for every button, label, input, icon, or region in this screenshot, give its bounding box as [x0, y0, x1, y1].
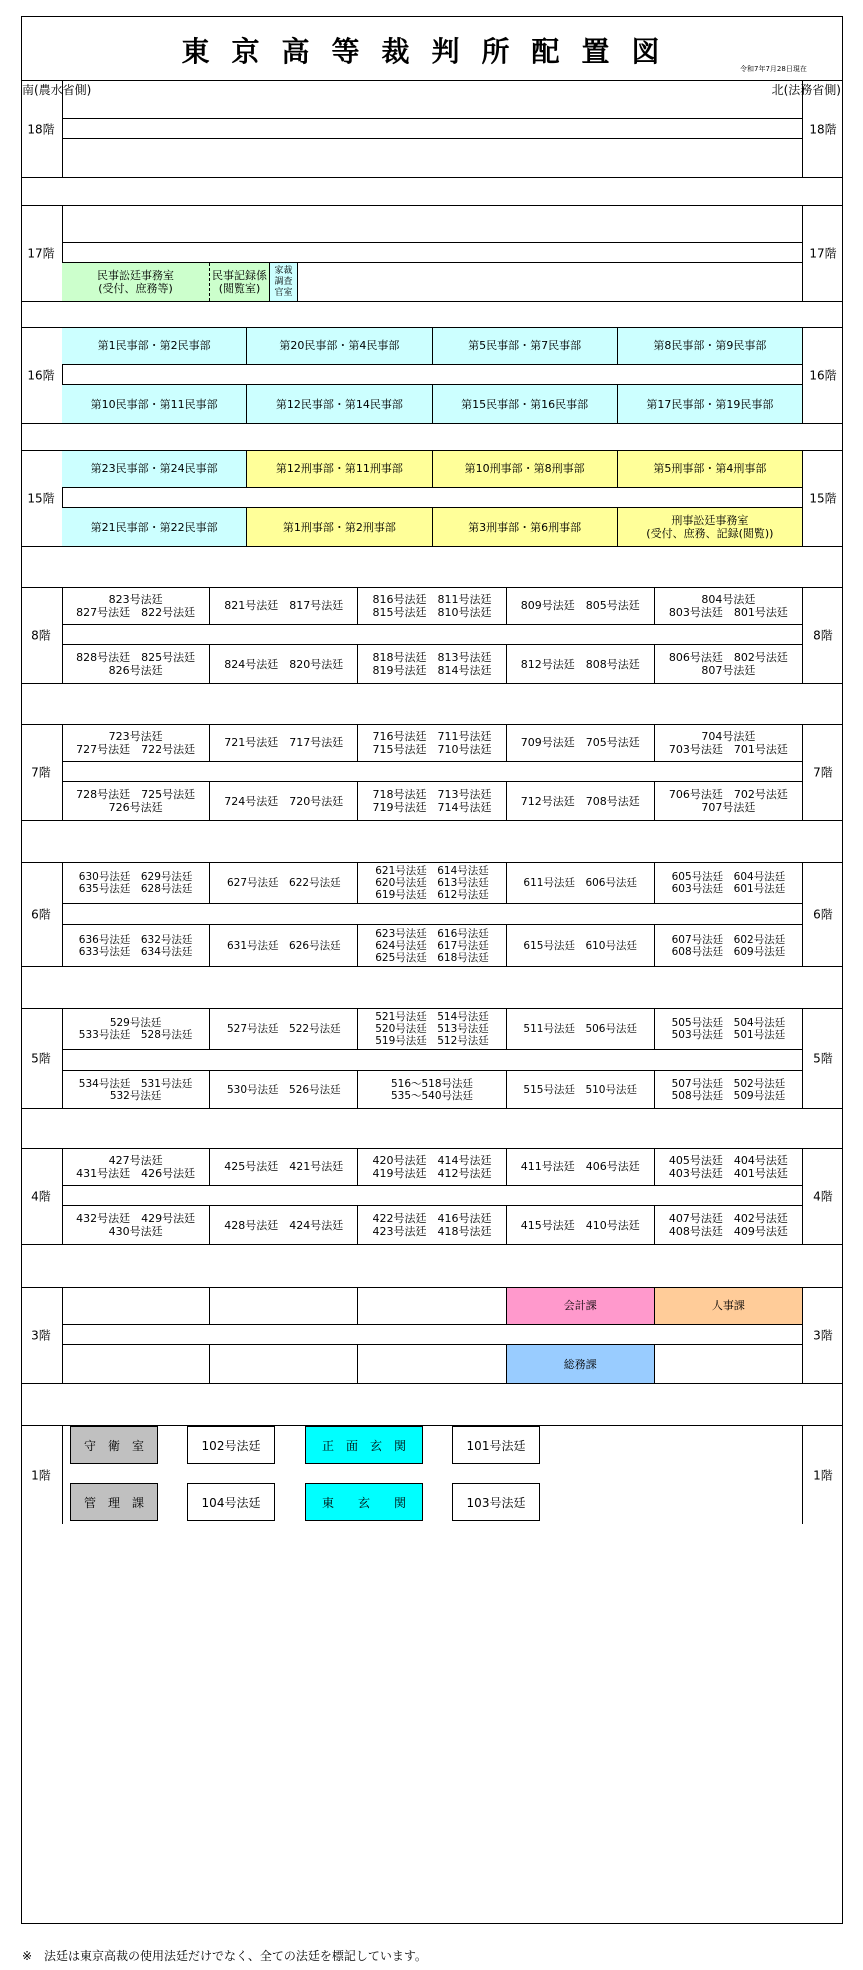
room-cell[interactable]: 607号法廷 602号法廷 608号法廷 609号法廷 [654, 925, 802, 966]
floor-separator [22, 1383, 842, 1384]
floor-label-left: 15階 [27, 491, 55, 506]
room-cell[interactable]: 第5民事部・第7民事部 [432, 327, 617, 364]
room-cell[interactable]: 家裁 調査 官室 [269, 263, 297, 301]
room-cell[interactable]: 415号法廷 410号法廷 [506, 1206, 654, 1244]
floor-label-left: 6階 [31, 907, 51, 922]
floor-separator [22, 724, 842, 725]
room-cell[interactable]: 427号法廷 431号法廷 426号法廷 [76, 1153, 196, 1180]
floor-separator [22, 862, 842, 863]
north-row [62, 862, 802, 904]
room-cell[interactable]: 第1民事部・第2民事部 [62, 327, 246, 364]
floor-5 [21, 1008, 843, 1108]
floor-label-right: 7階 [813, 765, 833, 780]
room-cell[interactable]: 721号法廷 717号法廷 [209, 724, 357, 761]
south-row [62, 781, 802, 820]
room-cell[interactable]: 706号法廷 702号法廷 707号法廷 [654, 782, 802, 820]
map-frame [21, 16, 843, 1924]
room-cell[interactable]: 821号法廷 817号法廷 [209, 587, 357, 624]
floor-separator [22, 587, 842, 588]
room-cell[interactable] [209, 1287, 357, 1324]
room-cell[interactable]: 第17民事部・第19民事部 [617, 385, 802, 423]
room-cell[interactable]: 723号法廷 727号法廷 722号法廷 [76, 729, 196, 756]
room-cell[interactable]: 刑事訟廷事務室 (受付、庶務、記録(閲覧)) [617, 508, 802, 546]
room-cell[interactable]: 630号法廷 629号法廷 635号法廷 628号法廷 [78, 870, 193, 895]
floor-divider-right [802, 1287, 803, 1383]
room-cell[interactable]: 804号法廷 803号法廷 801号法廷 [654, 587, 802, 624]
floor-label-right: 1階 [813, 1468, 833, 1482]
room-cell[interactable]: 824号法廷 820号法廷 [209, 645, 357, 683]
north-row [62, 450, 802, 488]
room-cell[interactable]: 第3刑事部・第6刑事部 [432, 508, 617, 546]
floor-separator [22, 546, 842, 547]
room-cell[interactable]: 民事訟廷事務室 (受付、庶務等) [62, 263, 209, 301]
room-cell[interactable]: 818号法廷 813号法廷 819号法廷 814号法廷 [357, 645, 505, 683]
courtroom-101[interactable]: 101号法廷 [452, 1426, 540, 1464]
floor-label-left: 16階 [27, 368, 55, 383]
floor-separator [22, 423, 842, 424]
room-cell[interactable]: 人事課 [654, 1287, 802, 1324]
room-cell[interactable]: 605号法廷 604号法廷 603号法廷 601号法廷 [654, 862, 802, 903]
floor-separator [22, 1244, 842, 1245]
south-row [62, 138, 802, 177]
room-cell[interactable]: 816号法廷 811号法廷 815号法廷 810号法廷 [357, 587, 505, 624]
room-cell[interactable]: 第12民事部・第14民事部 [246, 385, 431, 423]
floor-label-right: 15階 [809, 491, 837, 506]
page-title: 東京高等裁判所配置図 [181, 35, 682, 68]
south-row [62, 384, 802, 423]
south-row [62, 924, 802, 966]
room-cell[interactable]: 515号法廷 510号法廷 [506, 1071, 654, 1108]
floor-label-right: 4階 [813, 1189, 833, 1204]
floor-label-left: 18階 [27, 122, 55, 137]
room-cell[interactable]: 828号法廷 825号法廷 826号法廷 [76, 651, 196, 677]
room-cell[interactable]: 405号法廷 404号法廷 403号法廷 401号法廷 [654, 1148, 802, 1185]
floor-label-left: 5階 [31, 1051, 51, 1066]
floor-divider-right [802, 1008, 803, 1108]
room-cell[interactable]: 823号法廷 827号法廷 822号法廷 [76, 592, 196, 619]
south-row [62, 1205, 802, 1244]
courtroom-103[interactable]: 103号法廷 [452, 1483, 540, 1521]
room-cell[interactable] [297, 263, 650, 301]
floor-separator [22, 966, 842, 967]
floor-separator [22, 177, 842, 178]
room-cell[interactable]: 530号法廷 526号法廷 [209, 1071, 357, 1108]
floor-divider-right [802, 587, 803, 683]
floor-label-left: 1階 [31, 1468, 51, 1482]
room-cell[interactable]: 第23民事部・第24民事部 [62, 450, 246, 487]
floor-4 [21, 1148, 843, 1244]
floor-separator [22, 683, 842, 684]
floor-label-right: 5階 [813, 1051, 833, 1066]
floor-separator [22, 1008, 842, 1009]
room-cell[interactable]: 631号法廷 626号法廷 [209, 925, 357, 966]
floor-3 [21, 1287, 843, 1383]
south-row [62, 1070, 802, 1108]
north-label: 北(法務省側) [771, 83, 841, 97]
floor-16 [21, 327, 843, 423]
floor-label-left: 17階 [27, 246, 55, 261]
floor-separator [22, 450, 842, 451]
floor-6 [21, 862, 843, 966]
front-entrance[interactable]: 正 面 玄 関 [305, 1426, 423, 1464]
room-cell[interactable]: 第10民事部・第11民事部 [62, 385, 246, 423]
north-row [62, 81, 802, 119]
room-cell[interactable]: 420号法廷 414号法廷 419号法廷 412号法廷 [357, 1148, 505, 1185]
room-cell[interactable]: 712号法廷 708号法廷 [506, 782, 654, 820]
floor-separator [22, 327, 842, 328]
floor-label-left: 3階 [31, 1328, 51, 1343]
room-cell[interactable]: 621号法廷 614号法廷 620号法廷 613号法廷 619号法廷 612号法廷 [357, 862, 505, 903]
floor-separator [22, 301, 842, 302]
room-cell[interactable]: 704号法廷 703号法廷 701号法廷 [654, 724, 802, 761]
room-cell[interactable]: 432号法廷 429号法廷 430号法廷 [76, 1212, 196, 1238]
room-cell[interactable]: 529号法廷 533号法廷 528号法廷 [78, 1016, 193, 1041]
north-row [62, 724, 802, 762]
room-cell[interactable]: 第10刑事部・第8刑事部 [432, 450, 617, 487]
floor-label-right: 8階 [813, 628, 833, 643]
room-cell[interactable]: 第5刑事部・第4刑事部 [617, 450, 802, 487]
east-entrance[interactable]: 東 玄 関 [305, 1483, 423, 1521]
floor-divider-right [802, 1425, 803, 1524]
floor-separator [22, 1287, 842, 1288]
room-cell[interactable]: 718号法廷 713号法廷 719号法廷 714号法廷 [357, 782, 505, 820]
floor-separator [22, 820, 842, 821]
room-cell[interactable]: 806号法廷 802号法廷 807号法廷 [654, 645, 802, 683]
north-row [62, 587, 802, 625]
room-cell[interactable]: 516～518号法廷 535～540号法廷 [357, 1071, 505, 1108]
room-cell[interactable]: 総務課 [506, 1345, 654, 1383]
room-cell[interactable]: 428号法廷 424号法廷 [209, 1206, 357, 1244]
north-row [62, 327, 802, 365]
floor-divider-right [802, 1148, 803, 1244]
floor-label-left: 7階 [31, 765, 51, 780]
floor-label-right: 6階 [813, 907, 833, 922]
south-label: 南(農水省側) [22, 83, 92, 97]
room-cell[interactable] [654, 1345, 802, 1383]
floor-separator [22, 205, 842, 206]
south-row [62, 262, 802, 301]
room-cell[interactable]: 422号法廷 416号法廷 423号法廷 418号法廷 [357, 1206, 505, 1244]
floor-15 [21, 450, 843, 546]
floor-label-right: 3階 [813, 1328, 833, 1343]
room-cell[interactable]: 709号法廷 705号法廷 [506, 724, 654, 761]
room-cell[interactable] [62, 1345, 209, 1383]
south-row [62, 1344, 802, 1383]
room-cell[interactable]: 627号法廷 622号法廷 [209, 862, 357, 903]
floor-divider-right [802, 450, 803, 546]
floor-separator [22, 1425, 842, 1426]
floor-7 [21, 724, 843, 820]
floor-label-right: 18階 [809, 122, 837, 137]
floor-1 [21, 1425, 843, 1524]
south-row [62, 644, 802, 683]
room-cell[interactable]: 第15民事部・第16民事部 [432, 385, 617, 423]
room-cell[interactable] [357, 1287, 505, 1324]
floor-label-left: 4階 [31, 1189, 51, 1204]
room-cell[interactable]: 第20民事部・第4民事部 [246, 327, 431, 364]
floor-separator [22, 1148, 842, 1149]
room-cell[interactable]: 第12刑事部・第11刑事部 [246, 450, 431, 487]
room-cell[interactable]: 534号法廷 531号法廷 532号法廷 [78, 1077, 193, 1102]
north-row [62, 205, 802, 243]
floor-divider-right [802, 862, 803, 966]
room-cell[interactable] [62, 1287, 209, 1324]
room-cell[interactable]: 812号法廷 808号法廷 [506, 645, 654, 683]
room-cell[interactable]: 511号法廷 506号法廷 [506, 1008, 654, 1049]
floor-divider-right [802, 724, 803, 820]
room-cell[interactable]: 407号法廷 402号法廷 408号法廷 409号法廷 [654, 1206, 802, 1244]
north-row [62, 1148, 802, 1186]
north-row [62, 1287, 802, 1325]
room-cell[interactable]: 第8民事部・第9民事部 [617, 327, 802, 364]
courtroom-102[interactable]: 102号法廷 [187, 1426, 275, 1464]
room-cell[interactable]: 724号法廷 720号法廷 [209, 782, 357, 820]
floor-divider-right [802, 327, 803, 423]
room-cell[interactable]: 521号法廷 514号法廷 520号法廷 513号法廷 519号法廷 512号法廷 [357, 1008, 505, 1049]
admin-section[interactable]: 管 理 課 [70, 1483, 158, 1521]
courtroom-104[interactable]: 104号法廷 [187, 1483, 275, 1521]
room-cell[interactable]: 636号法廷 632号法廷 633号法廷 634号法廷 [78, 933, 193, 958]
north-row [62, 1008, 802, 1050]
room-cell[interactable] [209, 1345, 357, 1383]
floor-18 [21, 81, 843, 177]
room-cell[interactable]: 615号法廷 610号法廷 [506, 925, 654, 966]
date-label: 令和7年7月28日現在 [740, 65, 807, 73]
room-cell[interactable]: 505号法廷 504号法廷 503号法廷 501号法廷 [654, 1008, 802, 1049]
room-cell[interactable]: 527号法廷 522号法廷 [209, 1008, 357, 1049]
room-cell[interactable]: 411号法廷 406号法廷 [506, 1148, 654, 1185]
floor-17 [21, 205, 843, 301]
floor-divider-right [802, 205, 803, 301]
room-cell[interactable]: 623号法廷 616号法廷 624号法廷 617号法廷 625号法廷 618号法廷 [357, 925, 505, 966]
room-cell[interactable]: 507号法廷 502号法廷 508号法廷 509号法廷 [654, 1071, 802, 1108]
floor-divider-left [62, 1425, 63, 1524]
room-cell[interactable]: 民事記録係 (閲覧室) [209, 263, 269, 301]
room-cell[interactable]: 第21民事部・第22民事部 [62, 508, 246, 546]
room-cell[interactable]: 会計課 [506, 1287, 654, 1324]
floor-label-right: 16階 [809, 368, 837, 383]
floor-8 [21, 587, 843, 683]
footnote: ※ 法廷は東京高裁の使用法廷だけでなく、全ての法廷を標記しています。 [22, 1949, 427, 1963]
room-cell[interactable]: 728号法廷 725号法廷 726号法廷 [76, 788, 196, 814]
floor-label-left: 8階 [31, 628, 51, 643]
floor-divider-right [802, 81, 803, 177]
room-cell[interactable]: 611号法廷 606号法廷 [506, 862, 654, 903]
floor-label-right: 17階 [809, 246, 837, 261]
floor-separator [22, 1108, 842, 1109]
guard-room[interactable]: 守 衛 室 [70, 1426, 158, 1464]
room-cell[interactable]: 716号法廷 711号法廷 715号法廷 710号法廷 [357, 724, 505, 761]
room-cell[interactable] [357, 1345, 505, 1383]
room-cell[interactable]: 809号法廷 805号法廷 [506, 587, 654, 624]
room-cell[interactable]: 第1刑事部・第2刑事部 [246, 508, 431, 546]
south-row [62, 507, 802, 546]
room-cell[interactable]: 425号法廷 421号法廷 [209, 1148, 357, 1185]
